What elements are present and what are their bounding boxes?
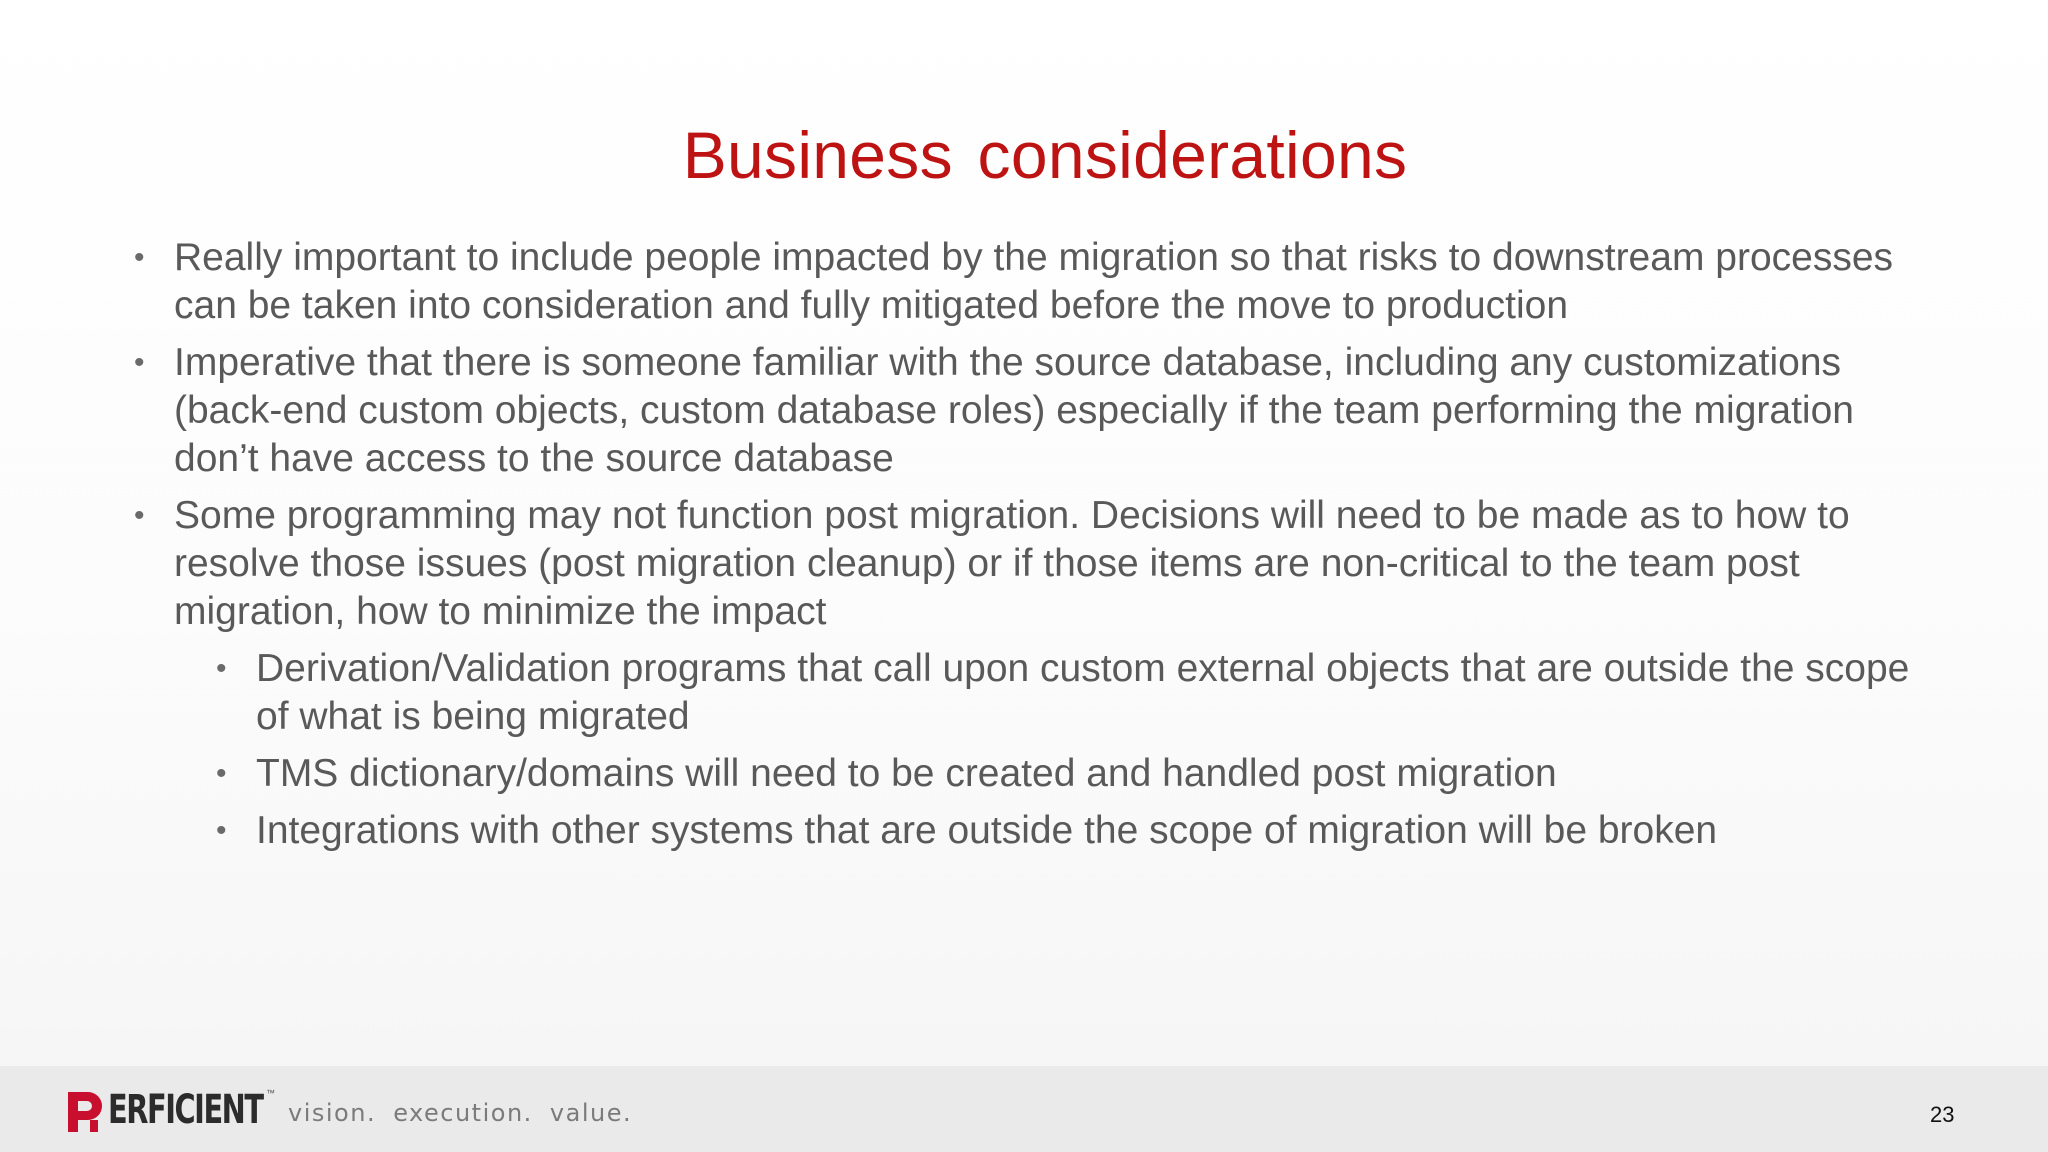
bullet-dot-icon: • [134, 241, 145, 274]
sub-bullet-text: Derivation/Validation programs that call upon custom external objects that are outside the scope of what is being migrated [256, 647, 1910, 738]
page-number: 23 [1930, 1102, 1955, 1127]
sub-bullet-item [216, 645, 1934, 741]
bullet-text: Imperative that there is someone familiar with the source database, including any customizations (back-end custom objects, custom database roles) especially if the team performing the migration don’t have access to the source database [174, 341, 1854, 480]
bullet-dot-icon: • [216, 652, 227, 685]
sub-bullet-item [216, 807, 1934, 855]
tagline: vision. execution. value. [288, 1099, 633, 1127]
footer-bar [0, 1066, 2048, 1152]
bullet-item [134, 234, 1934, 330]
logo-wordmark: ERFICIENT [108, 1087, 263, 1133]
bullet-list [134, 234, 1934, 864]
bullet-dot-icon: • [216, 814, 227, 847]
perficient-logo-icon [66, 1090, 104, 1134]
sub-bullet-text: TMS dictionary/domains will need to be created and handled post migration [256, 752, 1557, 795]
sub-bullet-item [216, 750, 1934, 798]
sub-bullet-text: Integrations with other systems that are outside the scope of migration will be broken [256, 809, 1718, 852]
bullet-item [134, 492, 1934, 636]
bullet-dot-icon: • [134, 346, 145, 379]
slide-title: Business considerations [682, 118, 1408, 192]
bullet-dot-icon: • [134, 499, 145, 532]
bullet-text: Really important to include people impacted by the migration so that risks to downstream processes can be taken into consideration and fully mitigated before the move to production [174, 236, 1894, 327]
logo-trademark: ™ [266, 1088, 275, 1098]
bullet-dot-icon: • [216, 757, 227, 790]
bullet-item [134, 339, 1934, 483]
bullet-text: Some programming may not function post migration. Decisions will need to be made as to how to resolve those issues (post migration cleanup) or if those items are non-critical to the team post migration, how to minimize the impact [174, 494, 1850, 633]
